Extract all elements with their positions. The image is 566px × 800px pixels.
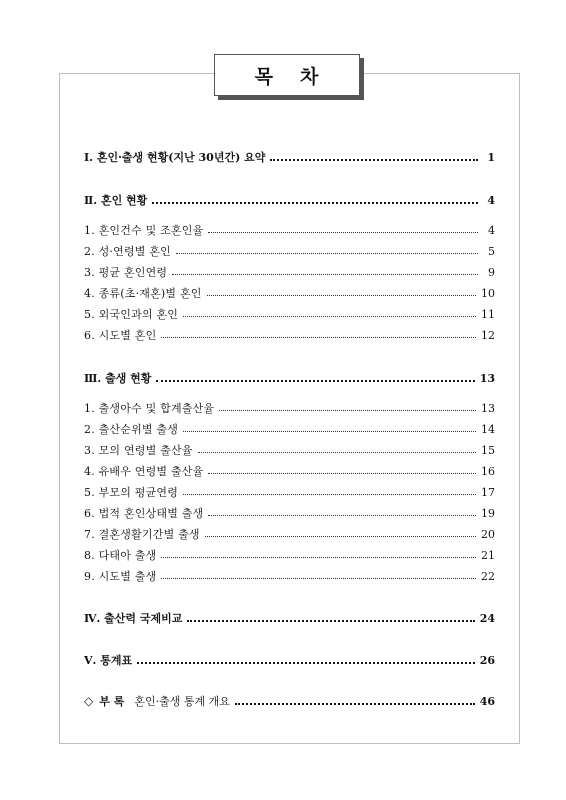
toc-entry-page: 16 [481, 464, 495, 478]
toc-entry-2[interactable] [84, 192, 495, 208]
toc-entry-1[interactable] [84, 149, 495, 165]
toc-entry-number: 9. [84, 570, 95, 583]
toc-entry-page: 11 [481, 307, 495, 321]
leader-dots [156, 379, 474, 382]
toc-entry-page: 12 [481, 328, 495, 342]
toc-entry-label: 결혼생활기간별 출생 [98, 528, 200, 541]
toc-entry-label: 혼인건수 및 조혼인율 [98, 224, 204, 237]
toc-entry-appendix[interactable] [84, 693, 495, 709]
leader-dots [270, 158, 478, 161]
leader-dots [152, 201, 478, 204]
leader-dots [161, 556, 476, 558]
toc-entry-page: 17 [481, 485, 495, 499]
title-char-2: 차 [300, 65, 320, 88]
leader-dots [137, 661, 475, 664]
toc-entry-2-1[interactable] [84, 222, 495, 238]
leader-dots [207, 294, 476, 296]
toc-entry-page: 1 [487, 150, 495, 164]
leader-dots [208, 514, 476, 516]
toc-entry-label: 혼인·출생 현황(지난 30년간) 요약 [96, 151, 266, 164]
leader-dots [183, 430, 476, 432]
table-of-contents [84, 0, 495, 800]
toc-entry-number: 5. [84, 308, 95, 321]
leader-dots [161, 336, 476, 338]
toc-entry-3-7[interactable] [84, 526, 495, 542]
toc-entry-page: 19 [481, 506, 495, 520]
toc-entry-number: 1. [84, 402, 95, 415]
toc-entry-label: 출산순위별 출생 [98, 423, 179, 436]
toc-entry-2-5[interactable] [84, 306, 495, 322]
toc-entry-3-6[interactable] [84, 505, 495, 521]
toc-entry-page: 9 [488, 265, 495, 279]
toc-entry-label: 다태아 출생 [98, 549, 157, 562]
title-char-1: 목 [254, 65, 274, 88]
toc-entry-number: 2. [84, 423, 95, 436]
toc-entry-number: 3. [84, 266, 95, 279]
toc-entry-label: 혼인·출생 통계 개요 [134, 695, 230, 708]
leader-dots [235, 702, 475, 705]
toc-entry-label: 시도별 혼인 [98, 329, 157, 342]
toc-entry-label: 통계표 [100, 654, 133, 667]
toc-entry-label: 시도별 출생 [98, 570, 157, 583]
leader-dots [205, 535, 476, 537]
toc-entry-number: 2. [84, 245, 95, 258]
toc-entry-label: 출산력 국제비교 [104, 612, 183, 625]
toc-entry-2-6[interactable] [84, 327, 495, 343]
toc-entry-number: Ⅴ. [84, 654, 97, 667]
toc-entry-label: 혼인 현황 [100, 194, 148, 207]
toc-entry-page: 14 [481, 422, 495, 436]
leader-dots [187, 619, 474, 622]
toc-entry-4[interactable] [84, 610, 495, 626]
toc-entry-2-3[interactable] [84, 264, 495, 280]
toc-entry-number: 8. [84, 549, 95, 562]
toc-entry-number: Ⅲ. [84, 372, 102, 385]
toc-entry-number: 3. [84, 444, 95, 457]
leader-dots [172, 273, 478, 275]
toc-entry-2-4[interactable] [84, 285, 495, 301]
appendix-heading: 부 록 [99, 695, 125, 708]
toc-entry-label: 모의 연령별 출산율 [98, 444, 193, 457]
toc-entry-label: 평균 혼인연령 [98, 266, 168, 279]
toc-entry-3[interactable] [84, 370, 495, 386]
leader-dots [219, 409, 476, 411]
toc-entry-page: 10 [481, 286, 495, 300]
toc-entry-page: 13 [479, 371, 495, 385]
toc-entry-label: 법적 혼인상태별 출생 [98, 507, 204, 520]
toc-entry-number: 6. [84, 329, 95, 342]
toc-entry-2-2[interactable] [84, 243, 495, 259]
toc-entry-number: 6. [84, 507, 95, 520]
toc-entry-label: 유배우 연령별 출산율 [98, 465, 204, 478]
toc-entry-number: Ⅱ. [84, 194, 98, 207]
toc-entry-number: 7. [84, 528, 95, 541]
leader-dots [183, 493, 476, 495]
leader-dots [176, 252, 478, 254]
toc-entry-page: 21 [481, 548, 495, 562]
toc-entry-3-2[interactable] [84, 421, 495, 437]
toc-entry-label: 성·연령별 혼인 [98, 245, 171, 258]
toc-entry-page: 20 [481, 527, 495, 541]
leader-dots [161, 577, 476, 579]
toc-entry-3-4[interactable] [84, 463, 495, 479]
toc-entry-page: 13 [481, 401, 495, 415]
toc-entry-3-9[interactable] [84, 568, 495, 584]
toc-entry-number: Ⅰ. [84, 151, 93, 164]
toc-entry-page: 26 [479, 653, 495, 667]
toc-entry-page: 4 [487, 193, 495, 207]
leader-dots [208, 472, 476, 474]
toc-entry-number: 4. [84, 465, 95, 478]
toc-entry-label: 종류(초·재혼)별 혼인 [98, 287, 202, 300]
toc-entry-page: 22 [481, 569, 495, 583]
toc-entry-label: 출생 현황 [105, 372, 152, 385]
toc-entry-5[interactable] [84, 652, 495, 668]
toc-entry-3-5[interactable] [84, 484, 495, 500]
toc-entry-page: 4 [488, 223, 495, 237]
leader-dots [198, 451, 476, 453]
toc-entry-page: 24 [479, 611, 495, 625]
toc-entry-page: 5 [488, 244, 495, 258]
toc-entry-label: 외국인과의 혼인 [98, 308, 179, 321]
diamond-icon: ◇ [84, 694, 94, 708]
toc-entry-page: 46 [479, 694, 495, 708]
toc-entry-3-1[interactable] [84, 400, 495, 416]
toc-entry-number: 1. [84, 224, 95, 237]
leader-dots [183, 315, 476, 317]
toc-entry-3-8[interactable] [84, 547, 495, 563]
leader-dots [208, 231, 478, 233]
toc-entry-label: 부모의 평균연령 [98, 486, 179, 499]
toc-entry-label: 출생아수 및 합계출산율 [98, 402, 215, 415]
toc-entry-page: 15 [481, 443, 495, 457]
toc-entry-number: 4. [84, 287, 95, 300]
toc-entry-3-3[interactable] [84, 442, 495, 458]
toc-entry-number: Ⅳ. [84, 612, 101, 625]
toc-entry-number: 5. [84, 486, 95, 499]
